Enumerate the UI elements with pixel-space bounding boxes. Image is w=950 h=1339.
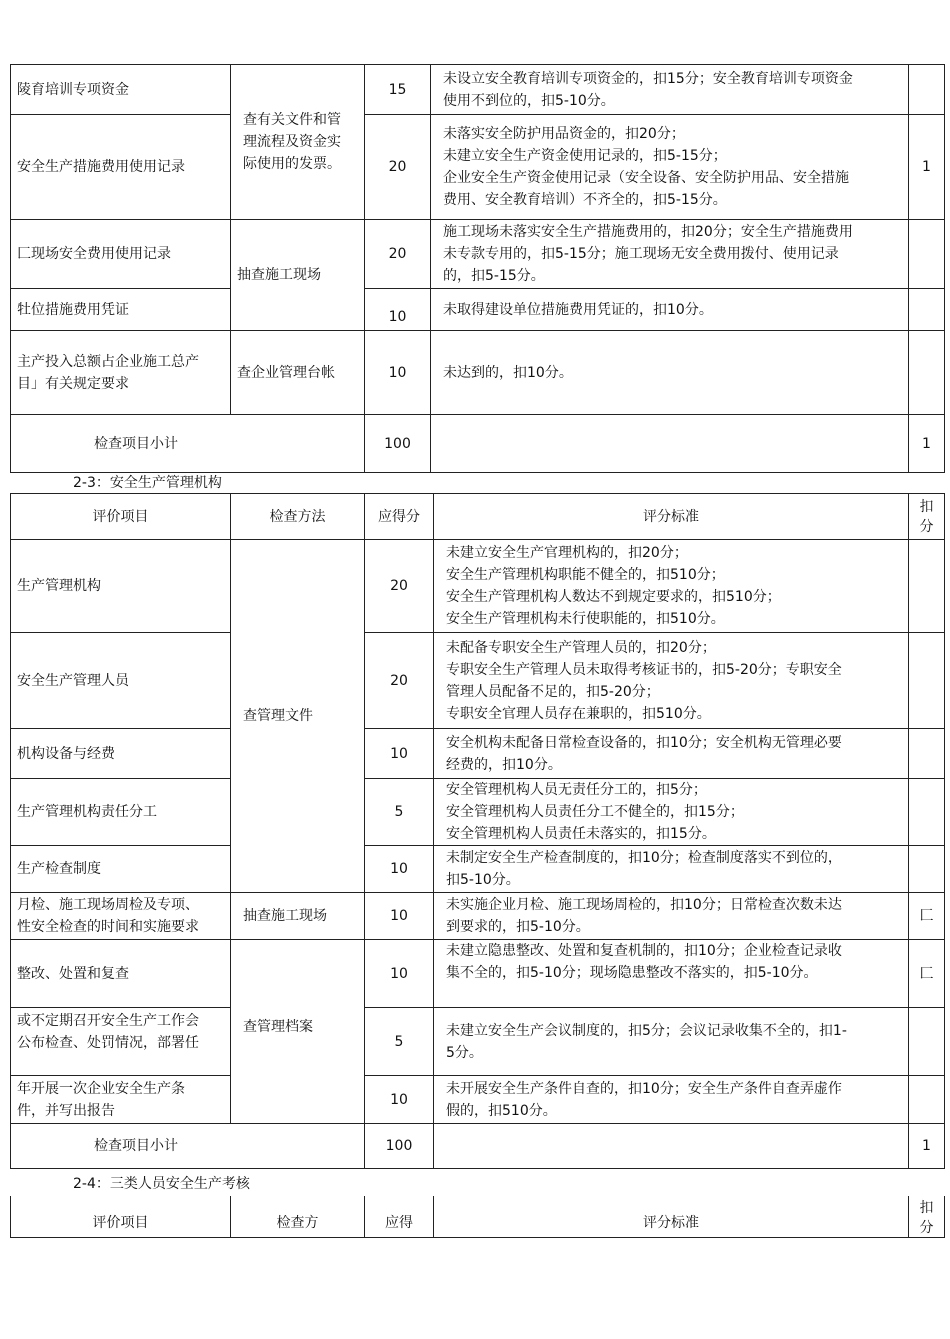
item-line: 公布检查、处罚情况，部署任 [17,1035,199,1051]
criteria-line: 经费的，扣10分。 [446,756,562,773]
score-cell: 10 [365,331,431,415]
item-line: 件，并写出报告 [17,1102,115,1119]
table-row [11,540,945,633]
table-row [11,220,945,289]
deduct-cell: 1 [909,115,945,220]
item-cell [11,1008,231,1076]
table-bottom-rule [10,1237,944,1238]
item-cell: 安全生产管理人员 [11,633,231,729]
criteria-cell [434,633,909,729]
deduct-cell [909,729,945,779]
subtotal-score: 100 [365,1124,434,1169]
deduct-cell [909,779,945,846]
score-cell: 20 [365,220,431,289]
item-cell: 机构设备与经费 [11,729,231,779]
criteria-cell [431,220,909,289]
criteria-line: 集不全的，扣5-10分；现场隐患整改不落实的，扣5-10分。 [446,965,818,981]
criteria-cell: 未取得建设单位措施费用凭证的，扣10分。 [431,289,909,331]
criteria-line: 5分。 [446,1044,483,1061]
header-deduct-line: 分 [919,1220,934,1236]
subtotal-deduct: 1 [909,415,945,473]
subtotal-label: 检查项目小计 [11,415,365,473]
criteria-cell [431,115,909,220]
criteria-line: 未专款专用的，扣5-15分；施工现场无安全费用拨付、使用记录 [443,246,839,262]
criteria-line: 未建立安全生产资金使用记录的，扣5-15分； [443,148,727,164]
header-score: 应得分 [365,494,434,540]
score-cell: 20 [365,540,434,633]
header-deduct-line: 分 [919,518,934,535]
score-cell: 10 [365,289,431,331]
criteria-cell [431,65,909,115]
table-row [11,893,945,940]
subtotal-deduct: 1 [909,1124,945,1169]
criteria-line: 安全生产管理机构人数达不到规定要求的，扣510分； [446,589,781,605]
section-caption-2-4: 2-4：三类人员安全生产考核 [73,1176,250,1192]
criteria-line: 扣5-10分。 [446,872,520,888]
deduct-cell [909,846,945,893]
item-cell [11,893,231,940]
method-line: 查有关文件和管 [243,112,341,128]
subtotal-row [11,1124,945,1169]
criteria-line: 到要求的，扣5-10分。 [446,919,590,935]
table-row [11,1008,945,1076]
criteria-line: 企业安全生产资金使用记录（安全设备、安全防护用品、安全措施 [443,170,849,186]
item-cell: 生产管理机构责任分工 [11,779,231,846]
header-item: 评价项目 [11,494,231,540]
criteria-line: 专职安全官理人员存在兼职的，扣510分。 [446,705,711,722]
header-deduct-line: 扣 [919,498,934,515]
criteria-cell [434,540,909,633]
table-row [11,633,945,729]
method-cell: 查企业管理台帐 [231,331,365,415]
criteria-line: 安全管理机构人员无责任分工的，扣5分； [446,782,707,798]
deduct-cell [909,220,945,289]
table-row [11,289,945,331]
criteria-line: 未开展安全生产条件自查的，扣10分；安全生产条件自查弄虚作 [446,1080,842,1097]
subtotal-criteria [431,415,909,473]
item-cell: 安全生产措施费用使用记录 [11,115,231,220]
method-cell [231,65,365,220]
criteria-line: 管理人员配备不足的，扣5-20分； [446,683,660,700]
section-caption-2-3: 2-3：安全生产管理机构 [73,475,222,491]
score-cell: 15 [365,65,431,115]
table-2-4-clip [0,1196,950,1238]
deduct-cell [909,540,945,633]
method-line: 理流程及资金实 [243,134,341,150]
deduct-cell [909,1076,945,1124]
method-cell: 查管理文件 [231,540,365,893]
item-cell: 陵育培训专项资金 [11,65,231,115]
criteria-cell [434,729,909,779]
management-org-table [10,493,945,1169]
method-cell: 抽查施工现场 [231,220,365,331]
item-cell: 生产检查制度 [11,846,231,893]
method-line: 际使用的发票。 [243,156,341,172]
personnel-exam-table [10,1196,945,1238]
table-row [11,940,945,1008]
score-cell: 5 [365,779,434,846]
header-deduct [909,1196,945,1238]
criteria-cell [434,940,909,1008]
score-cell: 10 [365,729,434,779]
criteria-line: 费用、安全教育培训）不齐全的，扣5-15分。 [443,192,727,208]
method-cell: 抽查施工现场 [231,893,365,940]
criteria-cell [434,1008,909,1076]
score-cell: 20 [365,633,434,729]
table-row [11,779,945,846]
criteria-line: 使用不到位的，扣5-10分。 [443,92,615,109]
score-cell: 10 [365,1076,434,1124]
criteria-line: 未设立安全教育培训专项资金的，扣15分；安全教育培训专项资金 [443,70,853,87]
criteria-cell [434,893,909,940]
criteria-line: 未实施企业月检、施工现场周检的，扣10分；日常检查次数未达 [446,897,842,913]
criteria-line: 未制定安全生产检查制度的，扣10分；检查制度落实不到位的， [446,850,842,866]
item-line: 目」有关规定要求 [17,375,129,392]
criteria-line: 未建立安全生产官理机构的，扣20分； [446,545,688,561]
header-method: 检查方法 [231,494,365,540]
criteria-line: 未落实安全防护用品资金的，扣20分； [443,126,685,142]
header-method: 检查方 [231,1196,365,1238]
deduct-cell [909,65,945,115]
criteria-line: 未配备专职安全生产管理人员的，扣20分； [446,639,716,656]
criteria-line: 安全管理机构人员责任分工不健全的，扣15分； [446,804,744,820]
header-row [11,494,945,540]
criteria-line: 假的，扣510分。 [446,1102,557,1119]
method-cell: 查管理档案 [231,940,365,1124]
criteria-line: 的，扣5-15分。 [443,268,545,284]
deduct-cell: 匚 [909,940,945,1008]
criteria-line: 专职安全生产管理人员未取得考核证书的，扣5-20分；专职安全 [446,661,842,678]
criteria-line: 未建立安全生产会议制度的，扣5分；会议记录收集不全的，扣1- [446,1022,847,1039]
table-row [11,846,945,893]
subtotal-label: 检查项目小计 [11,1124,365,1169]
score-cell: 10 [365,893,434,940]
item-cell [11,1076,231,1124]
score-cell: 10 [365,846,434,893]
table-row [11,115,945,220]
criteria-line: 未建立隐患整改、处置和复查机制的，扣10分；企业检查记录收 [446,943,842,959]
table-row [11,1076,945,1124]
item-cell: 整改、处置和复查 [11,940,231,1008]
criteria-line: 施工现场未落实安全生产措施费用的，扣20分；安全生产措施费用 [443,224,853,240]
deduct-cell [909,289,945,331]
header-score: 应得 [365,1196,434,1238]
criteria-cell [434,846,909,893]
item-cell [11,331,231,415]
subtotal-row [11,415,945,473]
criteria-line: 安全机构未配备日常检查设备的，扣10分；安全机构无管理必要 [446,734,842,751]
item-line: 主产投入总额占企业施工总产 [17,353,199,370]
funds-table [10,64,945,473]
item-line: 年开展一次企业安全生产条 [17,1080,185,1097]
criteria-line: 安全生产管理机构未行使职能的，扣510分。 [446,611,725,627]
item-line: 性安全检查的时间和实施要求 [17,919,199,935]
item-cell: 生产管理机构 [11,540,231,633]
criteria-cell: 未达到的，扣10分。 [431,331,909,415]
criteria-line: 安全管理机构人员责任未落实的，扣15分。 [446,826,716,842]
header-deduct [909,494,945,540]
header-criteria: 评分标准 [434,494,909,540]
deduct-cell [909,633,945,729]
table-row [11,729,945,779]
header-criteria: 评分标准 [434,1196,909,1238]
table-row [11,65,945,115]
header-deduct-line: 扣 [919,1200,934,1216]
criteria-cell [434,779,909,846]
deduct-cell [909,331,945,415]
subtotal-score: 100 [365,415,431,473]
item-cell: 牡位措施费用凭证 [11,289,231,331]
item-line: 月检、施工现场周检及专项、 [17,897,199,913]
score-cell: 5 [365,1008,434,1076]
subtotal-criteria [434,1124,909,1169]
criteria-cell [434,1076,909,1124]
deduct-cell [909,1008,945,1076]
score-cell: 10 [365,940,434,1008]
score-cell: 20 [365,115,431,220]
criteria-line: 安全生产管理机构职能不健全的，扣510分； [446,567,725,583]
header-item: 评价项目 [11,1196,231,1238]
item-cell: 匚现场安全费用使用记录 [11,220,231,289]
header-row [11,1196,945,1238]
table-row [11,331,945,415]
deduct-cell: 匚 [909,893,945,940]
item-line: 或不定期召开安全生产工作会 [17,1013,199,1029]
